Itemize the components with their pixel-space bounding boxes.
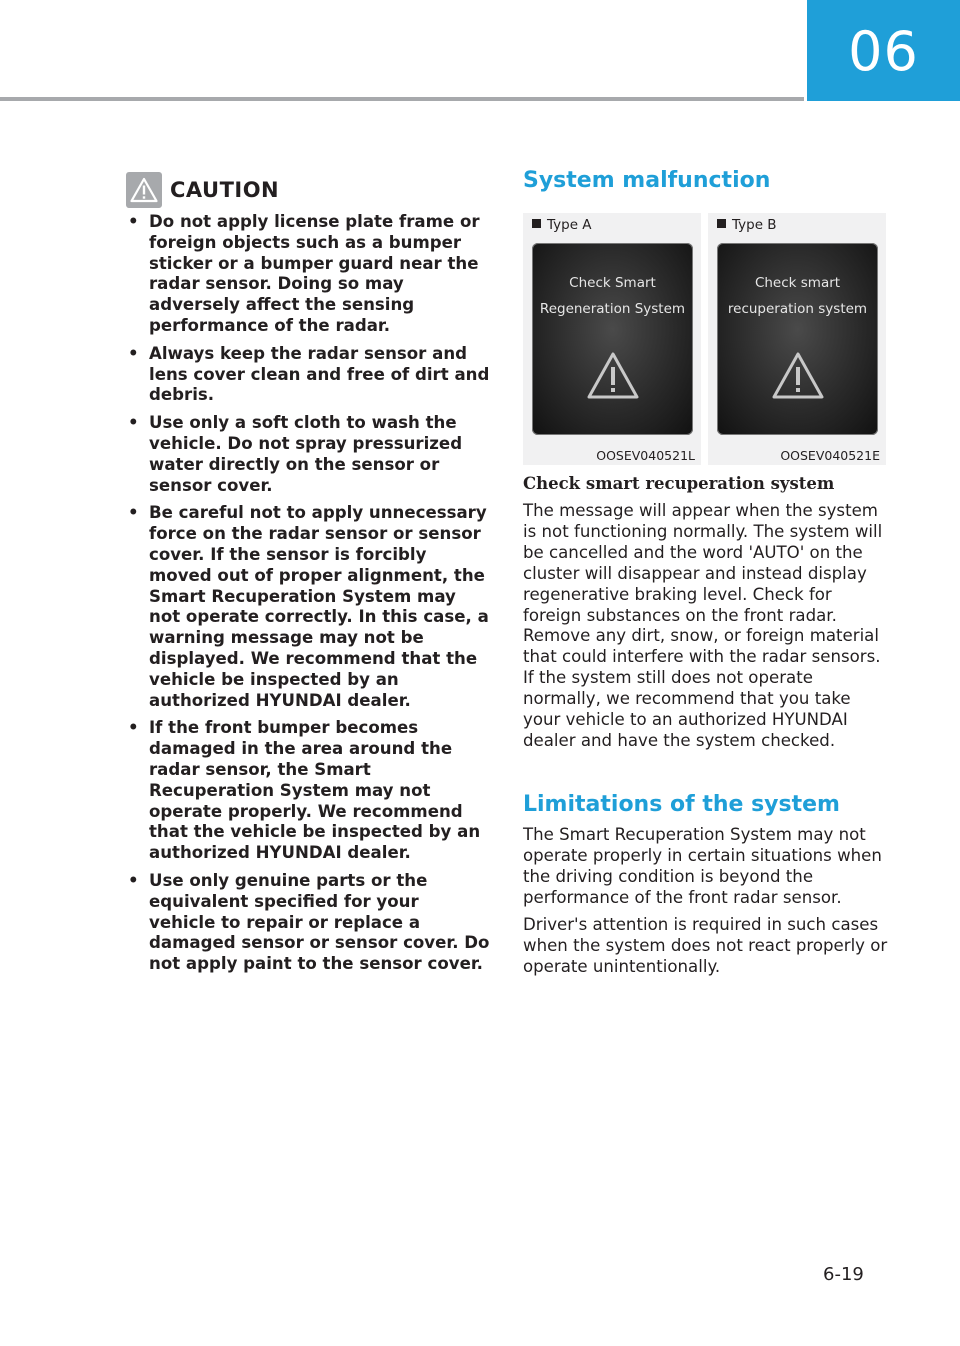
figure-code: OOSEV040521E (780, 448, 880, 463)
screen-message-line1: Check Smart (569, 275, 656, 291)
chapter-number: 06 (848, 20, 919, 83)
square-bullet-icon (717, 219, 726, 228)
figure-type-b (708, 213, 886, 465)
chapter-tab (807, 0, 960, 101)
caution-item: • Always keep the radar sensor and lens cover clean and free of dirt and debris. (126, 344, 490, 406)
caution-item: • Use only genuine parts or the equivalent specified for your vehicle to repair or replace a damaged sensor or sensor cover. Do not apply paint to the sensor cover. (126, 871, 490, 975)
limitations-para-1: The Smart Recuperation System may not operate properly in certain situations when the driving condition is beyond the performance of the front radar sensor. (523, 825, 882, 907)
malfunction-section (523, 168, 888, 193)
page-number: 6-19 (823, 1264, 864, 1285)
figure-label-text: Type B (732, 217, 777, 233)
figure-label-text: Type A (547, 217, 592, 233)
caution-list (126, 212, 490, 982)
screen-message-line1: Check smart (754, 275, 841, 291)
warning-triangle-icon (771, 351, 825, 401)
subheading-check-smart-recuperation: Check smart recuperation system (523, 474, 835, 493)
cluster-screen (532, 243, 693, 435)
figure-type-a (523, 213, 701, 465)
square-bullet-icon (532, 219, 541, 228)
figure-label (532, 217, 592, 233)
warning-triangle-icon (126, 172, 162, 208)
section-title-limitations: Limitations of the system (523, 792, 840, 817)
figure-row (523, 213, 886, 465)
caution-item: • Use only a soft cloth to wash the vehicle. Do not spray pressurized water directly on the sensor or sensor cover. (126, 413, 490, 496)
caution-item: • If the front bumper becomes damaged in the area around the radar sensor, the Smart Recuperation System may not operate properly. We recommend that the vehicle be inspected by an authorized HYUNDAI dealer. (126, 718, 490, 864)
caution-heading (126, 172, 279, 208)
malfunction-body: The message will appear when the system is not functioning normally. The system will be cancelled and the word 'AUTO' on the cluster will disappear and instead display regenerative braking level. Check for foreign substances on the front radar. Remove any dirt, snow, or foreign material that could interfere with the radar sensors. If the system still does not operate normally, we recommend that you take your vehicle to an authorized HYUNDAI dealer and have the system checked. (523, 501, 883, 750)
screen-message-line2: recuperation system (727, 301, 868, 317)
warning-triangle-icon (586, 351, 640, 401)
figure-code: OOSEV040521L (596, 448, 695, 463)
section-title-malfunction: System malfunction (523, 168, 771, 193)
header-rule (0, 97, 804, 101)
figure-label (717, 217, 777, 233)
limitations-para-2: Driver's attention is required in such cases when the system does not react properly or operate unintentionally. (523, 915, 888, 976)
caution-title: CAUTION (170, 178, 280, 202)
cluster-screen (717, 243, 878, 435)
caution-item: • Do not apply license plate frame or foreign objects such as a bumper sticker or a bumper guard near the radar sensor. Doing so may adversely affect the sensing performance of the radar. (126, 212, 490, 337)
screen-message-line2: Regeneration System (539, 301, 686, 317)
caution-item: • Be careful not to apply unnecessary force on the radar sensor or sensor cover. If the sensor is forcibly moved out of proper alignment, the Smart Recuperation System may not operate correctly. In this case, a warning message may not be displayed. We recommend that the vehicle be inspected by an authorized HYUNDAI dealer. (126, 503, 490, 711)
